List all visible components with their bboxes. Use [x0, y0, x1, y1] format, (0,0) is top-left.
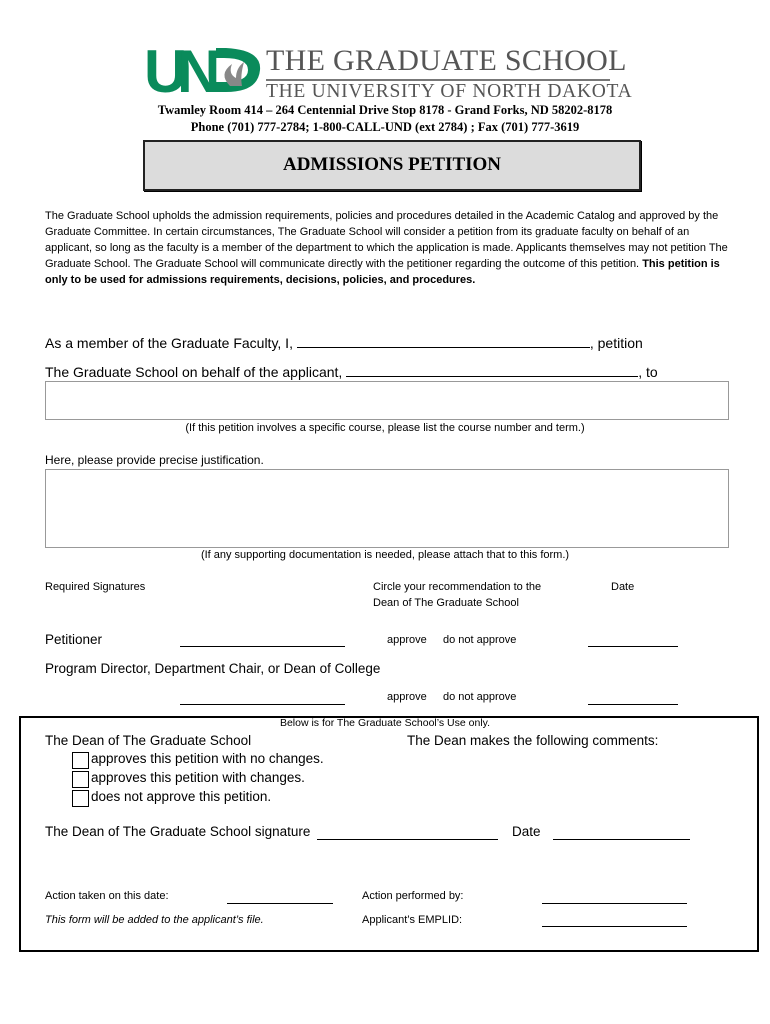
action-date-field[interactable] — [227, 902, 333, 904]
form-title-box — [143, 140, 641, 191]
faculty-name-field[interactable] — [297, 333, 590, 348]
justification-field[interactable] — [45, 469, 729, 548]
petitioner-label: Petitioner — [45, 632, 103, 647]
director-do-not-approve-option[interactable]: do not approve — [443, 691, 517, 703]
director-signature-field[interactable] — [180, 703, 345, 705]
petition-line-1 — [45, 333, 643, 351]
university-title: THE UNIVERSITY OF NORTH DAKOTA — [266, 81, 633, 102]
option-do-not-approve-label: does not approve this petition. — [91, 789, 272, 804]
director-approve-option[interactable]: approve — [387, 691, 427, 703]
circle-recommendation-label: Circle your recommendation to the — [373, 581, 542, 593]
option-do-not-approve-checkbox[interactable] — [72, 790, 89, 807]
required-signatures-label: Required Signatures — [45, 581, 146, 593]
petitioner-signature-field[interactable] — [180, 645, 345, 647]
option-approve-no-changes-checkbox[interactable] — [72, 752, 89, 769]
svg-text:U: U — [144, 42, 184, 96]
circle-recommendation-label-2: Dean of The Graduate School — [373, 597, 519, 609]
justification-label: Here, please provide precise justification. — [45, 453, 264, 467]
petitioner-date-field[interactable] — [588, 645, 678, 647]
form-title: ADMISSIONS PETITION — [282, 154, 502, 175]
applicant-label: The Graduate School on behalf of the applicant, — [45, 364, 343, 380]
option-approve-with-changes-label: approves this petition with changes. — [91, 770, 305, 785]
dean-signature-label: The Dean of The Graduate School signature — [45, 824, 311, 839]
petitioner-approve-option[interactable]: approve — [387, 634, 427, 646]
action-by-label: Action performed by: — [362, 890, 464, 902]
address-line: Twamley Room 414 – 264 Centennial Drive Stop 8178 - Grand Forks, ND 58202-8178 — [157, 103, 613, 117]
emplid-field[interactable] — [542, 925, 687, 927]
to-word: , to — [638, 364, 658, 380]
intro-text: The Graduate School upholds the admission requirements, policies and procedures detailed in the Academic Catalog and approved by the Graduate Committee. In certain circumstances, The Graduate School will consider a petition from its graduate faculty on behalf of an applicant, so long as the faculty is a member of the department to which the application is made. Applicants themselves may not petition The Graduate School. The Graduate School will communicate directly with the petitioner regarding the outcome of this petition. — [45, 210, 728, 270]
phone-line: Phone (701) 777-2784; 1-800-CALL-UND (ext 2784) ; Fax (701) 777-3619 — [190, 120, 580, 134]
action-by-field[interactable] — [542, 902, 687, 904]
supporting-note: (If any supporting documentation is needed, please attach that to this form.) — [200, 549, 570, 561]
action-date-label: Action taken on this date: — [45, 890, 169, 902]
petitioner-do-not-approve-option[interactable]: do not approve — [443, 634, 517, 646]
und-logo — [144, 42, 264, 96]
applicant-name-field[interactable] — [346, 362, 638, 377]
faculty-label: As a member of the Graduate Faculty, I, — [45, 335, 293, 351]
director-date-field[interactable] — [588, 703, 678, 705]
dean-comments-label: The Dean makes the following comments: — [407, 733, 659, 748]
dean-label: The Dean of The Graduate School — [45, 733, 252, 748]
intro-paragraph — [45, 208, 730, 288]
emplid-label: Applicant’s EMPLID: — [362, 914, 463, 926]
intro-bold-text: This petition is only to be used for admissions requirements, decisions, policies, and procedures. — [45, 258, 720, 286]
option-approve-no-changes-label: approves this petition with no changes. — [91, 751, 324, 766]
petition-line-2 — [45, 362, 658, 380]
und-logo-mark — [144, 42, 264, 96]
petition-word: , petition — [589, 335, 643, 351]
svg-text:N: N — [177, 42, 217, 96]
dean-date-label: Date — [512, 824, 541, 839]
option-approve-with-changes-checkbox[interactable] — [72, 771, 89, 788]
dean-date-field[interactable] — [553, 838, 690, 840]
use-only-note: Below is for The Graduate School’s Use only. — [279, 717, 491, 729]
petition-request-field[interactable] — [45, 381, 729, 420]
course-note: (If this petition involves a specific course, please list the course number and term.) — [185, 422, 585, 434]
graduate-school-title: THE GRADUATE SCHOOL — [266, 44, 627, 77]
file-note: This form will be added to the applicant’s file. — [45, 914, 264, 926]
dean-signature-field[interactable] — [317, 838, 498, 840]
date-header: Date — [611, 581, 635, 593]
director-label: Program Director, Department Chair, or Dean of College — [45, 661, 381, 676]
